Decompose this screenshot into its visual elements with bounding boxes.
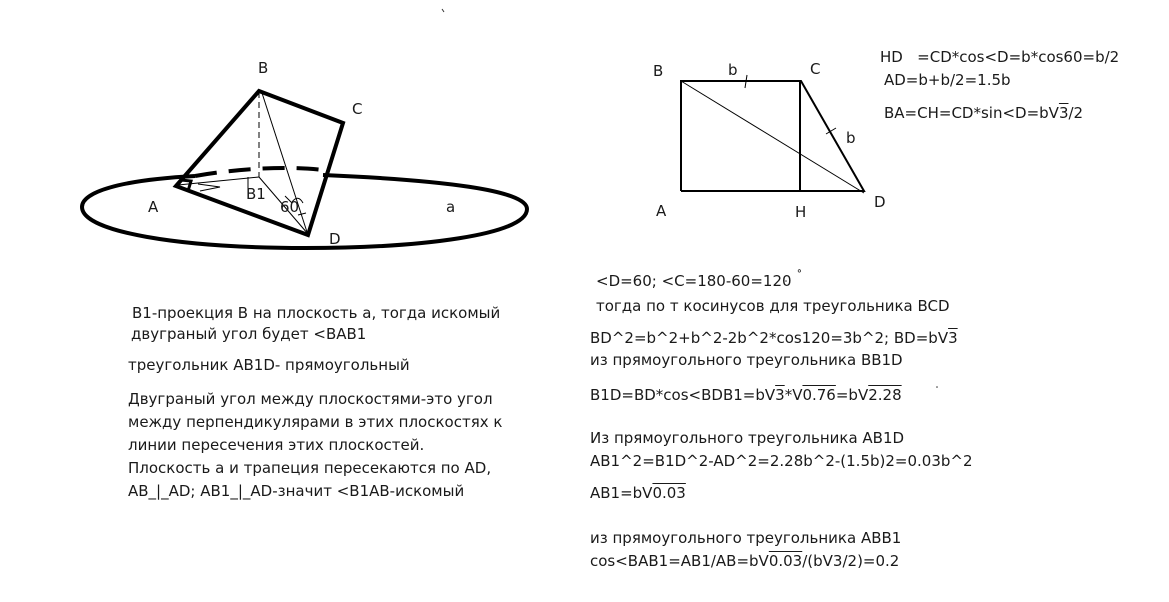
bd-prefix: BD^2=b^2+b^2-2b^2*cos120=3b^2; BD=bV [590,329,949,347]
left-text-line-3: треугольник AB1D- прямоугольный [128,356,410,374]
label-b-top: b [728,61,738,79]
ab1-squared-line: AB1^2=B1D^2-AD^2=2.28b^2-(1.5b)2=0.03b^2 [590,452,973,470]
formula-ba [884,104,1083,123]
left-text-line-2: двуграный угол будет <BAB1 [131,325,367,343]
bd-root: 3 [948,329,958,347]
label-c-flat: C [810,60,821,78]
angles-text: <D=60; <C=180-60=120 [596,272,792,290]
formula-ba-suffix: /2 [1068,104,1084,122]
label-b: B [258,59,269,77]
b1d-p1: B1D=BD*cos<BDB1=bV [590,386,776,404]
left-figure [82,59,527,248]
cos-r1: 0.03 [768,552,803,570]
cos-p1: cos<BAB1=AB1/AB=bV [590,552,769,570]
formula-ba-prefix: BA=CH=CD*sin<D=bV [884,104,1059,122]
left-text-line-4: Двуграный угол между плоскостями-это угол [128,390,493,408]
degree-mark: ˚ [796,269,803,283]
label-plane-a: a [446,198,456,216]
ab1-line [590,484,686,503]
b1d-r2: 0.76 [802,386,836,404]
label-h-flat: H [795,203,807,221]
cos-p2: /(bV3/2)=0.2 [802,552,900,570]
left-text-line-6: линии пересечения этих плоскостей. [128,436,425,454]
b1d-r3: 2.28 [868,386,902,404]
bd-line [590,329,958,348]
cos-line [590,552,899,571]
angle-marker-a-b1 [198,184,220,191]
label-d: D [329,230,341,248]
left-text-line-7: Плоскость a и трапеция пересекаются по AD, [128,459,492,477]
label-c: C [352,100,363,118]
left-text-line-8: AB_|_AD; AB1_|_AD-значит <B1AB-искомый [128,482,465,500]
label-d-flat: D [874,193,886,211]
from-ab1d-line: Из прямоугольного треугольника AB1D [590,429,905,447]
left-text-line-1: B1-проекция B на плоскость a, тогда искомый [132,304,501,322]
label-a: A [148,198,159,216]
stray-mark [442,9,444,12]
formula-hd [880,48,1119,67]
from-abb1-line: из прямоугольного треугольника ABB1 [590,529,902,547]
label-b-side: b [846,129,856,147]
b1d-p3: =bV [835,386,869,404]
ab1-prefix: AB1=bV [590,484,653,502]
formula-hd-expr: =CD*cos<D=b*cos60=b/2 [917,48,1120,66]
ab1-root: 0.03 [652,484,686,502]
left-text-line-5: между перпендикулярами в этих плоскостях к [128,413,503,431]
b1d-p2: *V [784,386,803,404]
from-bb1d-line: из прямоугольного треугольника BB1D [590,351,903,369]
right-figure [653,60,886,221]
b1d-line [590,386,902,405]
formula-hd-label: HD [880,48,903,66]
angle-tick-d-2 [298,213,306,215]
label-angle-60: 60 [280,198,300,216]
formula-ad: AD=b+b/2=1.5b [884,71,1011,89]
formula-ba-root: 3 [1058,104,1069,122]
label-b1: B1 [246,185,266,203]
cos-theorem-line: тогда по т косинусов для треугольника BCD [596,297,950,315]
stray-dot-1 [936,386,938,388]
diagonal-bd-flat [681,81,864,193]
label-b-flat: B [653,62,664,80]
b1d-r1: 3 [775,386,785,404]
angles-line [596,269,803,292]
label-a-flat: A [656,202,667,220]
